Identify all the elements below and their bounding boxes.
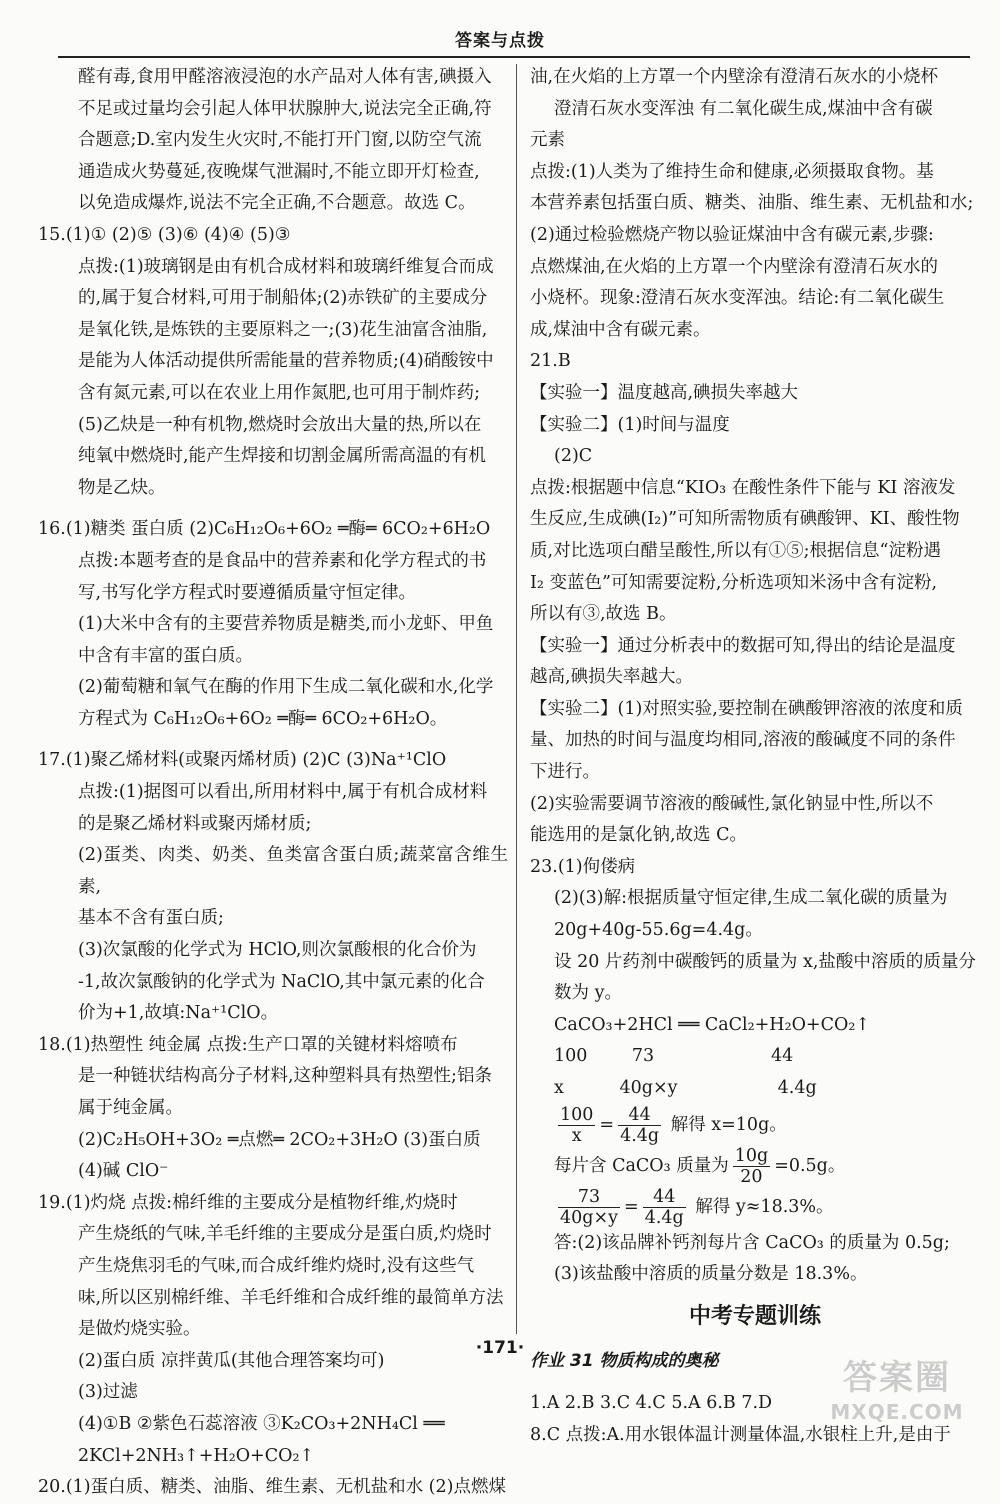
text-line: 含有氮元素,可以在农业上用作氮肥,也可用于制炸药;: [78, 382, 481, 403]
text-line: 不足或过量均会引起人体甲状腺肿大,说法完全正确,符: [78, 98, 492, 119]
answer-16: 16.(1)糖类 蛋白质 (2)C₆H₁₂O₆+6O₂ ═酶═ 6CO₂+6H₂O: [38, 519, 491, 540]
text-line: (2)通过检验燃烧产物以验证煤油中含有碳元素,步骤:: [530, 224, 934, 245]
fraction: $\frac{44}{4.4g}$: [644, 1186, 684, 1228]
per-tablet-line: 每片含 CaCO₃ 质量为 $\frac{10g}{20}$ =0.5g。: [554, 1145, 846, 1187]
text-line: 下进行。: [530, 762, 600, 783]
text-line: 价为+1,故填:Na⁺¹ClO。: [78, 1003, 279, 1024]
text-line: 澄清石灰水变浑浊 有二氧化碳生成,煤油中含有碳: [554, 98, 933, 119]
answer-19: 19.(1)灼烧 点拨:棉纤维的主要成分是植物纤维,灼烧时: [38, 1192, 458, 1213]
text-line: 味,所以区别棉纤维、羊毛纤维和合成纤维的最简单方法: [78, 1287, 504, 1308]
text-line: 产生烧纸的气味,羊毛纤维的主要成分是蛋白质,灼烧时: [78, 1224, 492, 1245]
text-line: 是氧化铁,是炼铁的主要原料之一;(3)花生油富含油脂,: [78, 319, 488, 340]
column-divider: [516, 64, 517, 1334]
proportion-line-2: $\frac{73}{40g\times y}$ = $\frac{44}{4.4g}$ 解得 y≈18.3%。: [560, 1186, 834, 1228]
text-line: (2)(3)解:根据质量守恒定律,生成二氧化碳的质量为: [554, 888, 948, 909]
answer-18: 18.(1)热塑性 纯金属 点拨:生产口罩的关键材料熔喷布: [38, 1034, 458, 1055]
equation-ratios: 100 73 44: [554, 1046, 794, 1067]
text-line: 写,书写化学方程式时要遵循质量守恒定律。: [78, 582, 417, 603]
text-line: 方程式为 C₆H₁₂O₆+6O₂ ═酶═ 6CO₂+6H₂O。: [78, 708, 448, 729]
text-line: 合题意;D.室内发生火灾时,不能打开门窗,以防空气流: [78, 130, 482, 151]
answer-list: 1.A 2.B 3.C 4.C 5.A 6.B 7.D: [530, 1392, 773, 1413]
text-line: 的是聚乙烯材料或聚丙烯材质;: [78, 813, 312, 834]
answer-20: 20.(1)蛋白质、糖类、油脂、维生素、无机盐和水 (2)点燃煤: [38, 1477, 506, 1498]
text-line: (2)蛋白质 凉拌黄瓜(其他合理答案均可): [78, 1350, 385, 1371]
text-line: 成,煤油中含有碳元素。: [530, 319, 711, 340]
text-line: 质,对比选项白醋呈酸性,所以有①⑤;根据信息“淀粉遇: [530, 540, 941, 561]
text-line: (4)①B ②紫色石蕊溶液 ③K₂CO₃+2NH₄Cl ══: [78, 1413, 445, 1434]
text-line: (3)过滤: [78, 1382, 138, 1403]
text-line: 能选用的是氯化钠,故选 C。: [530, 825, 748, 846]
text-line: 是做灼烧实验。: [78, 1319, 201, 1340]
text-line: 所以有③,故选 B。: [530, 604, 677, 625]
text-line: 是能为人体活动提供所需能量的营养物质;(4)硝酸铵中: [78, 351, 494, 372]
text-line: 通造成火势蔓延,夜晚煤气泄漏时,不能立即开灯检查,: [78, 161, 480, 182]
text-line: (5)乙炔是一种有机物,燃烧时会放出大量的热,所以在: [78, 414, 482, 435]
text-line: 中含有丰富的蛋白质。: [78, 645, 253, 666]
text-line: 点拨:本题考查的是食品中的营养素和化学方程式的书: [78, 550, 487, 571]
text-line: 越高,碘损失率越大。: [530, 667, 694, 688]
text-line: (3)次氯酸的化学式为 HClO,则次氯酸根的化合价为: [78, 940, 477, 961]
text-line: 【实验一】通过分析表中的数据可知,得出的结论是温度: [530, 635, 956, 656]
text-line: (4)碱 ClO⁻: [78, 1161, 169, 1182]
answer-21: 21.B: [530, 351, 571, 372]
text-line: (2)葡萄糖和氧气在酶的作用下生成二氧化碳和水,化学: [78, 677, 494, 698]
text-line: 点拨:(1)玻璃钢是由有机合成材料和玻璃纤维复合而成: [78, 256, 494, 277]
text-line: 答:(2)该品牌补钙剂每片含 CaCO₃ 的质量为 0.5g;: [554, 1232, 950, 1253]
experiment-two: 【实验二】(1)时间与温度: [530, 414, 730, 435]
experiment-one: 【实验一】温度越高,碘损失率越大: [530, 382, 799, 403]
text-line: 以免造成爆炸,说法不完全正确,不合题意。故选 C。: [78, 193, 476, 214]
text-line: I₂ 变蓝色”可知需要淀粉,分析选项知米汤中含有淀粉,: [530, 572, 938, 593]
answer-17: 17.(1)聚乙烯材料(或聚丙烯材质) (2)C (3)Na⁺¹ClO: [38, 750, 447, 771]
text-line: 产生烧焦羽毛的气味,而合成纤维灼烧时,没有这些气: [78, 1255, 475, 1276]
text-line: (3)该盐酸中溶质的质量分数是 18.3%。: [554, 1264, 868, 1285]
text-line: 8.C 点拨:A.用水银体温计测量体温,水银柱上升,是由于: [530, 1424, 951, 1445]
answer-15: 15.(1)① (2)⑤ (3)⑥ (4)④ (5)③: [38, 224, 291, 245]
text-line: (2)实验需要调节溶液的酸碱性,氯化钠显中性,所以不: [530, 793, 934, 814]
proportion-line-1: $\frac{100}{x}$ = $\frac{44}{4.4g}$ 解得 x=10g。: [560, 1104, 787, 1146]
fraction: $\frac{44}{4.4g}$: [620, 1104, 660, 1146]
text-line: 基本不含有蛋白质;: [78, 908, 224, 929]
page-header: 答案与点拨: [455, 31, 545, 51]
page-number: ·171·: [475, 1338, 525, 1358]
text-line: 点燃煤油,在火焰的上方罩一个内壁涂有澄清石灰水的: [530, 256, 939, 277]
text-line: 生反应,生成碘(I₂)”可知所需物质有碘酸钾、KI、酸性物: [530, 509, 960, 530]
text-line: (1)大米中含有的主要营养物质是糖类,而小龙虾、甲鱼: [78, 614, 494, 635]
right-column: [530, 62, 980, 1451]
fraction: $\frac{73}{40g\times y}$: [560, 1186, 619, 1228]
text-line: 点拨:(1)据图可以看出,所用材料中,属于有机合成材料: [78, 782, 488, 803]
text-line: 醛有毒,食用甲醛溶液浸泡的水产品对人体有害,碘摄入: [78, 67, 492, 87]
text-line: 物是乙炔。: [78, 477, 166, 498]
watermark-logo: 答案圈 MXQE.COM: [830, 1358, 964, 1424]
text-line: 是一种链状结构高分子材料,这种塑料具有热塑性;铝条: [78, 1066, 492, 1087]
text-line: 【实验二】(1)对照实验,要控制在碘酸钾溶液的浓度和质: [530, 698, 963, 719]
equation-unknowns: x 40g×y 4.4g: [554, 1078, 817, 1098]
homework-heading: 作业 31 物质构成的奥秘: [530, 1351, 719, 1372]
fraction: $\frac{10g}{20}$: [734, 1145, 769, 1187]
text-line: 本营养素包括蛋白质、糖类、油脂、维生素、无机盐和水;: [530, 193, 974, 214]
text-line: 元素: [530, 130, 565, 151]
text-line: 2KCl+2NH₃↑+H₂O+CO₂↑: [78, 1445, 315, 1466]
left-column: [38, 62, 508, 1504]
text-line: -1,故次氯酸钠的化学式为 NaClO,其中氯元素的化合: [78, 971, 485, 992]
text-line: 油,在火焰的上方罩一个内壁涂有澄清石灰水的小烧杯: [530, 67, 939, 87]
text-line: 数为 y。: [554, 983, 622, 1004]
text-line: 量、加热的时间与温度均相同,溶液的酸碱度不同的条件: [530, 730, 956, 751]
text-line: 纯氧中燃烧时,能产生焊接和切割金属所需高温的有机: [78, 446, 487, 467]
text-line: 点拨:(1)人类为了维持生命和健康,必须摄取食物。基: [530, 161, 934, 182]
text-line: 小烧杯。现象:澄清石灰水变浑浊。结论:有二氧化碳生: [530, 288, 945, 309]
fraction: $\frac{100}{x}$: [560, 1104, 594, 1146]
chemical-equation: CaCO₃+2HCl ══ CaCl₂+H₂O+CO₂↑: [554, 1014, 871, 1035]
text-line: 的,属于复合材料,可用于制船体;(2)赤铁矿的主要成分: [78, 288, 488, 309]
text-line: (2)C₂H₅OH+3O₂ ═点燃═ 2CO₂+3H₂O (3)蛋白质: [78, 1129, 481, 1150]
text-line: 点拨:根据题中信息“KIO₃ 在酸性条件下能与 KI 溶液发: [530, 477, 956, 498]
text-line: 设 20 片药剂中碳酸钙的质量为 x,盐酸中溶质的质量分: [554, 951, 976, 972]
text-line: (2)蛋类、肉类、奶类、鱼类富含蛋白质;蔬菜富含维生素,: [78, 845, 508, 897]
text-line: 20g+40g-55.6g=4.4g。: [554, 920, 763, 941]
header-rule: [58, 56, 970, 58]
section-title: 中考专题训练: [688, 1303, 821, 1329]
text-line: (2)C: [554, 446, 593, 467]
text-line: 属于纯金属。: [78, 1098, 183, 1118]
answer-23: 23.(1)佝偻病: [530, 856, 636, 877]
